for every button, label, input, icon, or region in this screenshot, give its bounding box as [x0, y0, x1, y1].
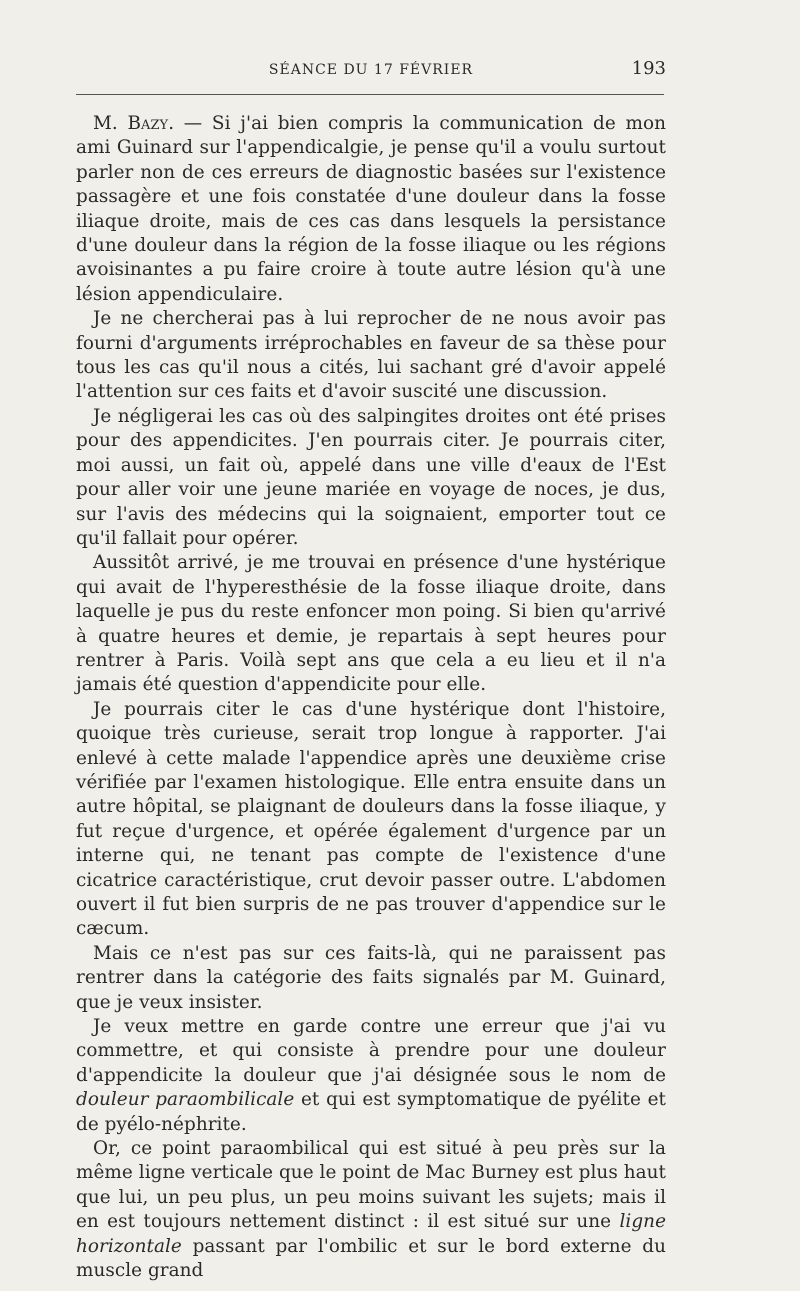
paragraph: Je négligerai les cas où des salpingites droites ont été prises pour des appendicites. J'en pourrais citer. Je pourrais citer, moi aussi, un fait où, appelé dans une ville d'eaux de l'Est pour aller voir une jeune mariée en voyage de noces, je dus, sur l'avis des médecins qui la soignaient, emporter tout ce qu'il fallait pour opérer. [76, 405, 666, 549]
paragraph-text: Or, ce point paraombilical qui est situé à peu près sur la même ligne verticale que le point de Mac Burney est plus haut que lui, un peu plus, un peu moins suivant les sujets; mais il en est toujours nettement distinct : il est situé sur une [76, 1138, 666, 1233]
body-text [76, 112, 666, 1284]
paragraph: Je ne chercherai pas à lui reprocher de ne nous avoir pas fourni d'arguments irréprochables en faveur de sa thèse pour tous les cas qu'il nous a cités, lui sachant gré d'avoir appelé l'attention sur ces faits et d'avoir suscité une discussion. [76, 308, 666, 403]
paragraph-text: — Si j'ai bien compris la communication de mon ami Guinard sur l'appendicalgie, je pense qu'il a voulu surtout parler non de ces erreurs de diagnostic basées sur l'existence passagère et une fois constatée d'une douleur dans la fosse iliaque droite, mais de ces cas dans lesquels la persistance d'une douleur dans la région de la fosse iliaque ou les régions avoisinantes a pu faire croire à toute autre lésion qu'à une lésion appendiculaire. [76, 113, 666, 305]
italic-term: ligne horizontale [76, 1211, 666, 1257]
speaker-name: M. Bazy. [93, 113, 175, 134]
paragraph-text: Je veux mettre en garde contre une erreur que j'ai vu commettre, et qui consiste à prendre pour une douleur d'appendicite la douleur que j'ai désignée sous le nom de [76, 1016, 666, 1086]
paragraph-text: et qui est symptomatique de pyélite et de pyélo-néphrite. [76, 1089, 666, 1135]
paragraph: Je pourrais citer le cas d'une hystérique dont l'histoire, quoique très curieuse, serait trop longue à rapporter. J'ai enlevé à cette malade l'appendice après une deuxième crise vérifiée par l'examen histologique. Elle entra ensuite dans un autre hôpital, se plaignant de douleurs dans la fosse iliaque, y fut reçue d'urgence, et opérée également d'urgence par un interne qui, ne tenant pas compte de l'existence d'une cicatrice caractéristique, crut devoir passer outre. L'abdomen ouvert il fut bien surpris de ne pas trouver d'appendice sur le cæcum. [76, 698, 666, 940]
running-header [76, 58, 666, 84]
paragraph-text: passant par l'ombilic et sur le bord externe du muscle grand [76, 1235, 666, 1282]
paragraph [76, 1015, 666, 1137]
paragraph: Aussitôt arrivé, je me trouvai en présence d'une hystérique qui avait de l'hyperesthésie de la fosse iliaque droite, dans laquelle je pus du reste enfoncer mon poing. Si bien qu'arrivé à quatre heures et demie, je repartais à sept heures pour rentrer à Paris. Voilà sept ans que cela a eu lieu et il n'a jamais été question d'appendicite pour elle. [76, 552, 666, 696]
paragraph [76, 112, 666, 307]
header-rule [76, 94, 664, 95]
paragraph: Mais ce n'est pas sur ces faits-là, qui ne paraissent pas rentrer dans la catégorie des faits signalés par M. Guinard, que je veux insister. [76, 942, 666, 1013]
italic-term: douleur paraombilicale [76, 1089, 295, 1111]
paragraph [76, 1137, 666, 1283]
running-title: SÉANCE DU 17 FÉVRIER [268, 62, 474, 78]
page-number: 193 [631, 58, 666, 79]
